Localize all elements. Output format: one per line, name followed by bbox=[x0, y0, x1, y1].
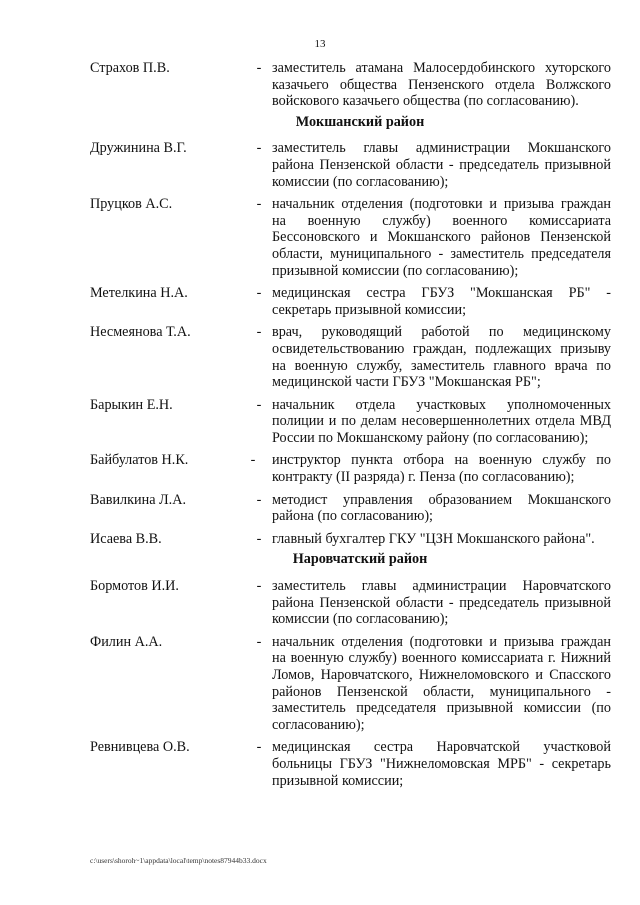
commission-member-row bbox=[0, 196, 640, 279]
dash-separator: - bbox=[256, 396, 262, 413]
commission-member-row bbox=[0, 578, 640, 628]
member-role-description: медицинская сестра ГБУЗ "Мокшанская РБ" - секретарь призывной комиссии; bbox=[272, 285, 611, 318]
member-name: Барыкин Е.Н. bbox=[90, 396, 173, 413]
section-title: Наровчатский район bbox=[292, 551, 428, 568]
dash-separator: - bbox=[256, 491, 262, 508]
member-role-description: инструктор пункта отбора на военную службу по контракту (II разряда) г. Пенза (по согласованию); bbox=[272, 452, 611, 486]
dash-separator: - bbox=[256, 140, 262, 157]
commission-member-row bbox=[0, 531, 640, 548]
member-role-description: начальник отделения (подготовки и призыва граждан на военную службу) военного комиссариата г. Нижний Ломов, Наровчатского, Нижнеломовского и Спасского районов Пензенской области, муниципального - заместитель председателя призывной комиссии (по согласованию); bbox=[272, 633, 611, 733]
member-name: Байбулатов Н.К. bbox=[90, 452, 189, 469]
dash-separator: - bbox=[256, 196, 262, 213]
commission-member-row bbox=[0, 634, 640, 734]
dash-separator: - bbox=[256, 60, 262, 76]
member-role-description: врач, руководящий работой по медицинскому освидетельствованию граждан, подлежащих призыву на военную службу, заместитель главного врача по медицинской части ГБУЗ "Мокшанская РБ"; bbox=[272, 324, 611, 391]
member-name: Исаева В.В. bbox=[90, 530, 162, 547]
member-name: Метелкина Н.А. bbox=[90, 285, 188, 302]
member-name: Бормотов И.И. bbox=[90, 578, 179, 595]
member-role-description: заместитель атамана Малосердобинского хуторского казачьего общества Пензенского отдела Волжского войскового казачьего общества (по согласованию). bbox=[272, 60, 611, 110]
commission-member-row bbox=[0, 492, 640, 525]
member-name: Страхов П.В. bbox=[90, 60, 170, 76]
member-role-description: заместитель главы администрации Наровчатского района Пензенской области - председатель призывной комиссии (по согласованию); bbox=[272, 578, 611, 628]
member-name: Вавилкина Л.А. bbox=[90, 491, 187, 508]
dash-separator: - bbox=[256, 324, 262, 341]
member-role-description: медицинская сестра Наровчатской участковой больницы ГБУЗ "Нижнеломовская МРБ" - секретарь призывной комиссии; bbox=[272, 739, 611, 789]
commission-member-row bbox=[0, 140, 640, 190]
dash-separator: - bbox=[256, 530, 262, 547]
member-name: Несмеянова Т.А. bbox=[90, 324, 191, 341]
member-name: Пруцков А.С. bbox=[90, 196, 173, 213]
commission-member-row bbox=[0, 324, 640, 390]
dash-separator: - bbox=[256, 578, 262, 595]
page-number: 13 bbox=[314, 38, 326, 50]
file-path-footer: c:\users\shoroh~1\appdata\local\temp\notes87944b33.docx bbox=[90, 856, 267, 865]
document-body bbox=[0, 60, 640, 795]
dash-separator: - bbox=[256, 633, 262, 650]
section-title: Мокшанский район bbox=[295, 113, 425, 130]
member-role-description: начальник отделения (подготовки и призыва граждан на военную службу) военного комиссариата Бессоновского и Мокшанского районов Пензенской области, муниципального - заместитель председателя призывной комиссии (по согласованию); bbox=[272, 196, 611, 279]
member-role-description: заместитель главы администрации Мокшанского района Пензенской области - председатель призывной комиссии (по согласованию); bbox=[272, 140, 611, 190]
commission-member-row bbox=[0, 397, 640, 447]
member-name: Филин А.А. bbox=[90, 633, 163, 650]
member-name: Ревнивцева О.В. bbox=[90, 739, 190, 756]
dash-separator: - bbox=[250, 452, 256, 469]
dash-separator: - bbox=[256, 739, 262, 756]
member-role-description: методист управления образованием Мокшанского района (по согласованию); bbox=[272, 491, 611, 525]
member-role-description: начальник отдела участковых уполномоченных полиции и по делам несовершеннолетних отдела МВД России по Мокшанскому району (по согласованию); bbox=[272, 396, 611, 446]
commission-member-row bbox=[0, 60, 640, 110]
member-name: Дружинина В.Г. bbox=[90, 140, 187, 157]
member-role-description: главный бухгалтер ГКУ "ЦЗН Мокшанского района". bbox=[272, 530, 595, 547]
dash-separator: - bbox=[256, 285, 262, 302]
commission-member-row bbox=[0, 739, 640, 789]
commission-member-row bbox=[0, 285, 640, 318]
commission-member-row bbox=[0, 452, 640, 485]
